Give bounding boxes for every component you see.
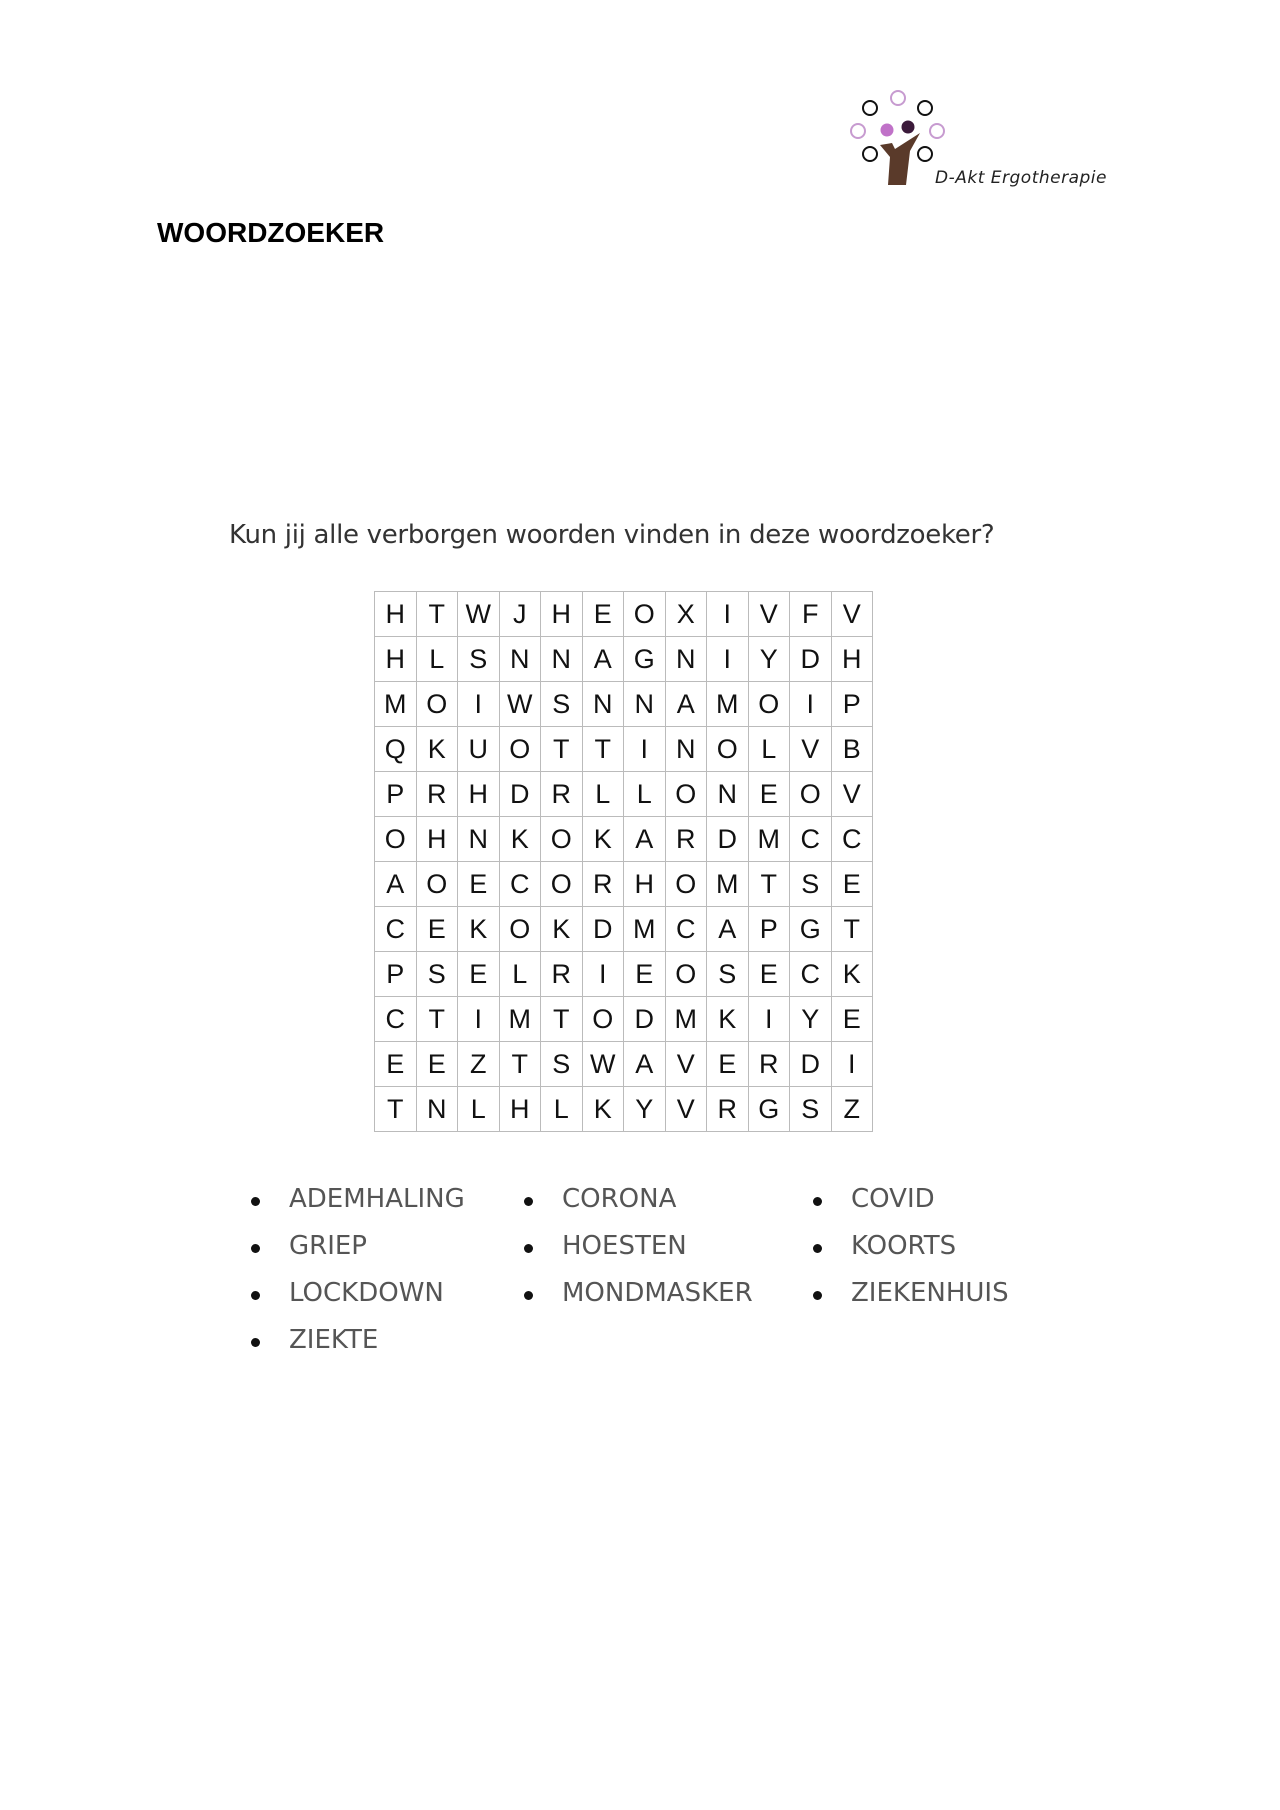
grid-cell[interactable]: H [624,862,666,907]
grid-cell[interactable]: O [790,772,832,817]
word-list-item: HOESTEN [562,1231,687,1261]
grid-cell[interactable]: E [416,1042,458,1087]
page-title: WOORDZOEKER [157,217,385,248]
grid-row [375,1042,873,1087]
grid-row [375,952,873,997]
grid-row [375,592,873,637]
instruction-text: Kun jij alle verborgen woorden vinden in deze woordzoeker? [229,520,995,550]
grid-cell[interactable]: R [748,1042,790,1087]
grid-cell[interactable]: R [665,817,707,862]
grid-cell[interactable]: G [790,907,832,952]
grid-cell[interactable]: H [458,772,500,817]
grid-cell[interactable]: T [499,1042,541,1087]
grid-cell[interactable]: N [416,1087,458,1132]
grid-cell[interactable]: X [665,592,707,637]
grid-cell[interactable]: Q [375,727,417,772]
grid-cell[interactable]: N [541,637,583,682]
grid-cell[interactable]: S [790,1087,832,1132]
grid-cell[interactable]: D [582,907,624,952]
grid-cell[interactable]: E [458,862,500,907]
grid-cell[interactable]: T [748,862,790,907]
grid-cell[interactable]: E [831,862,873,907]
grid-cell[interactable]: H [416,817,458,862]
grid-cell[interactable]: M [707,682,749,727]
grid-cell[interactable]: M [707,862,749,907]
grid-cell[interactable]: E [458,952,500,997]
grid-cell[interactable]: C [790,817,832,862]
grid-cell[interactable]: L [582,772,624,817]
grid-cell[interactable]: W [458,592,500,637]
grid-cell[interactable]: I [624,727,666,772]
word-list-item: GRIEP [289,1231,367,1261]
grid-cell[interactable]: G [624,637,666,682]
grid-cell[interactable]: K [582,817,624,862]
word-list-item: CORONA [562,1184,677,1214]
grid-cell[interactable]: I [707,637,749,682]
grid-cell[interactable]: T [831,907,873,952]
grid-cell[interactable]: I [748,997,790,1042]
grid-cell[interactable]: M [665,997,707,1042]
grid-cell[interactable]: I [458,682,500,727]
grid-cell[interactable]: O [582,997,624,1042]
grid-cell[interactable]: K [458,907,500,952]
grid-cell[interactable]: N [458,817,500,862]
grid-cell[interactable]: R [541,952,583,997]
grid-cell[interactable]: C [375,997,417,1042]
grid-cell[interactable]: T [375,1087,417,1132]
grid-cell[interactable]: V [665,1042,707,1087]
grid-cell[interactable]: K [416,727,458,772]
grid-cell[interactable]: Y [624,1087,666,1132]
grid-cell[interactable]: T [541,727,583,772]
grid-cell[interactable]: W [582,1042,624,1087]
grid-cell[interactable]: O [416,682,458,727]
grid-cell[interactable]: H [831,637,873,682]
word-list-item: ADEMHALING [289,1184,465,1214]
grid-cell[interactable]: P [375,772,417,817]
grid-cell[interactable]: J [499,592,541,637]
grid-cell[interactable]: L [624,772,666,817]
grid-cell[interactable]: V [831,772,873,817]
grid-cell[interactable]: O [665,952,707,997]
grid-cell[interactable]: V [790,727,832,772]
word-list-item: KOORTS [851,1231,957,1261]
word-list-item: COVID [851,1184,935,1214]
grid-cell[interactable]: K [499,817,541,862]
grid-cell[interactable]: A [707,907,749,952]
grid-row [375,907,873,952]
grid-cell[interactable]: V [665,1087,707,1132]
grid-cell[interactable]: M [624,907,666,952]
grid-cell[interactable]: P [375,952,417,997]
grid-row [375,772,873,817]
grid-cell[interactable]: R [416,772,458,817]
grid-cell[interactable]: M [748,817,790,862]
grid-cell[interactable]: P [748,907,790,952]
grid-cell[interactable]: T [416,592,458,637]
grid-cell[interactable]: V [831,592,873,637]
grid-cell[interactable]: S [541,1042,583,1087]
grid-cell[interactable]: E [748,772,790,817]
grid-row [375,997,873,1042]
grid-cell[interactable]: E [707,1042,749,1087]
grid-cell[interactable]: L [541,1087,583,1132]
grid-cell[interactable]: N [582,682,624,727]
grid-cell[interactable]: F [790,592,832,637]
grid-cell[interactable]: I [458,997,500,1042]
grid-row [375,682,873,727]
word-search-grid [374,591,873,1132]
grid-cell[interactable]: P [831,682,873,727]
grid-cell[interactable]: I [582,952,624,997]
grid-cell[interactable]: C [665,907,707,952]
grid-cell[interactable]: K [541,907,583,952]
grid-cell[interactable]: Y [790,997,832,1042]
grid-cell[interactable]: L [458,1087,500,1132]
grid-cell[interactable]: M [499,997,541,1042]
grid-cell[interactable]: E [416,907,458,952]
grid-row [375,862,873,907]
grid-cell[interactable]: R [707,1087,749,1132]
grid-cell[interactable]: R [582,862,624,907]
grid-cell[interactable]: V [748,592,790,637]
grid-cell[interactable]: K [707,997,749,1042]
grid-cell[interactable]: Y [748,637,790,682]
grid-cell[interactable]: L [416,637,458,682]
grid-cell[interactable]: N [665,727,707,772]
grid-cell[interactable]: R [541,772,583,817]
grid-cell[interactable]: H [375,592,417,637]
grid-cell[interactable]: S [416,952,458,997]
grid-cell[interactable]: E [624,952,666,997]
grid-cell[interactable]: A [624,1042,666,1087]
grid-cell[interactable]: N [499,637,541,682]
grid-cell[interactable]: N [624,682,666,727]
grid-cell[interactable]: D [499,772,541,817]
grid-row [375,637,873,682]
grid-cell[interactable]: O [416,862,458,907]
grid-cell[interactable]: D [707,817,749,862]
grid-row [375,1087,873,1132]
grid-cell[interactable]: L [499,952,541,997]
grid-cell[interactable]: T [541,997,583,1042]
grid-cell[interactable]: A [665,682,707,727]
grid-cell[interactable]: I [790,682,832,727]
grid-cell[interactable]: E [748,952,790,997]
grid-cell[interactable]: O [748,682,790,727]
word-list-item: MONDMASKER [562,1278,753,1308]
grid-cell[interactable]: K [582,1087,624,1132]
grid-cell[interactable]: O [665,862,707,907]
grid-cell[interactable]: L [748,727,790,772]
grid-cell[interactable]: N [707,772,749,817]
logo-text: D-Akt Ergotherapie [935,168,1107,188]
grid-cell[interactable]: O [541,817,583,862]
grid-cell[interactable]: A [375,862,417,907]
grid-cell[interactable]: E [582,592,624,637]
grid-cell[interactable]: I [707,592,749,637]
grid-cell[interactable]: K [831,952,873,997]
grid-cell[interactable]: C [375,907,417,952]
grid-row [375,817,873,862]
grid-cell[interactable]: M [375,682,417,727]
grid-cell[interactable]: D [790,1042,832,1087]
grid-cell[interactable]: I [831,1042,873,1087]
grid-cell[interactable]: U [458,727,500,772]
grid-cell[interactable]: H [541,592,583,637]
grid-cell[interactable]: N [665,637,707,682]
grid-cell[interactable]: O [499,907,541,952]
grid-cell[interactable]: Z [831,1087,873,1132]
grid-cell[interactable]: E [831,997,873,1042]
grid-cell[interactable]: S [790,862,832,907]
grid-cell[interactable]: O [665,772,707,817]
word-list-item: ZIEKENHUIS [851,1278,1009,1308]
grid-cell[interactable]: C [499,862,541,907]
grid-cell[interactable]: B [831,727,873,772]
grid-cell[interactable]: O [499,727,541,772]
grid-cell[interactable]: H [499,1087,541,1132]
grid-cell[interactable]: D [624,997,666,1042]
grid-cell[interactable]: A [582,637,624,682]
grid-row [375,727,873,772]
grid-cell[interactable]: S [707,952,749,997]
grid-cell[interactable]: E [375,1042,417,1087]
grid-cell[interactable]: C [831,817,873,862]
word-list-item: LOCKDOWN [289,1278,444,1308]
grid-cell[interactable]: W [499,682,541,727]
grid-cell[interactable]: G [748,1087,790,1132]
grid-cell[interactable]: Z [458,1042,500,1087]
grid-cell[interactable]: H [375,637,417,682]
grid-cell[interactable]: O [541,862,583,907]
grid-cell[interactable]: O [375,817,417,862]
grid-cell[interactable]: S [458,637,500,682]
grid-cell[interactable]: S [541,682,583,727]
word-list-item: ZIEKTE [289,1325,379,1355]
grid-cell[interactable]: O [624,592,666,637]
grid-cell[interactable]: O [707,727,749,772]
grid-cell[interactable]: A [624,817,666,862]
grid-cell[interactable]: T [416,997,458,1042]
grid-cell[interactable]: D [790,637,832,682]
grid-cell[interactable]: T [582,727,624,772]
grid-cell[interactable]: C [790,952,832,997]
